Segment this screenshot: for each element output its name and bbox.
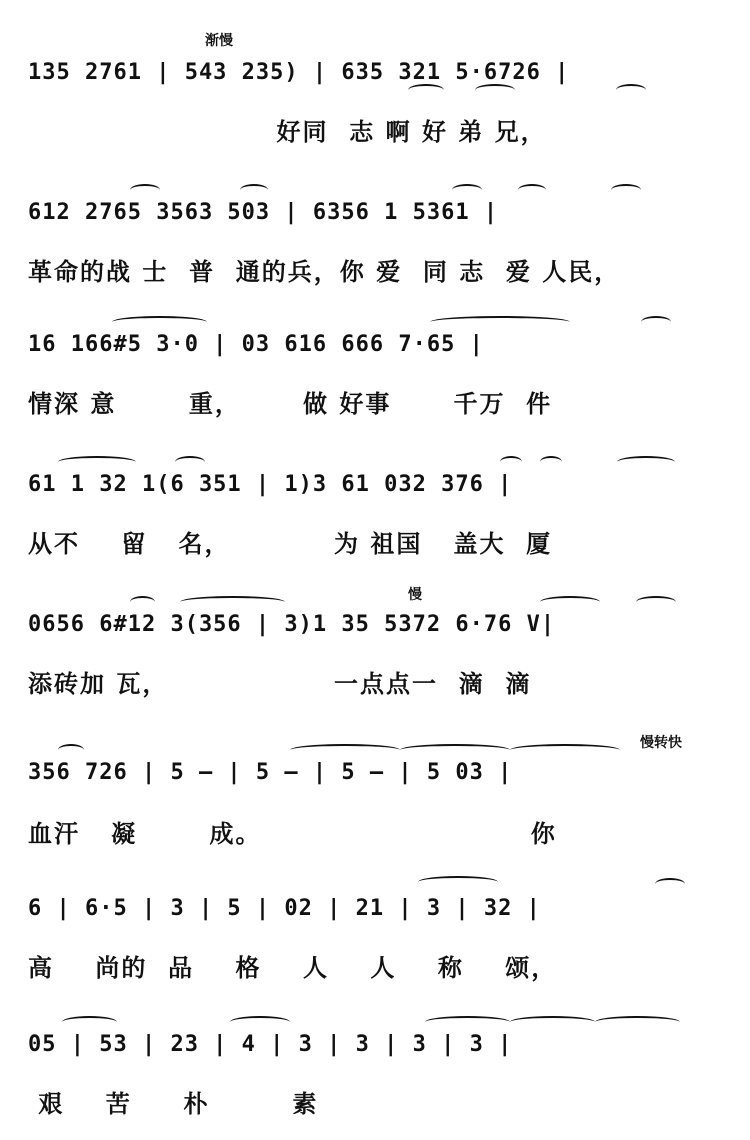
- tempo-mark: 渐慢: [205, 33, 233, 49]
- notation-line: [28, 890, 728, 930]
- slur: [180, 596, 285, 608]
- slur: [616, 84, 646, 96]
- notation-line: [28, 754, 728, 794]
- notation-line: [28, 194, 728, 234]
- slur: [452, 184, 482, 196]
- slur: [641, 316, 671, 328]
- numbered-notation: 135 2761 | 543 235) | 635 321 5·6726 |: [28, 60, 570, 85]
- slur: [290, 744, 400, 756]
- slur: [617, 456, 675, 468]
- slur: [400, 744, 510, 756]
- lyrics-line: 情深 意 重， 做 好事 千万 件: [28, 389, 553, 418]
- slur: [230, 1016, 290, 1028]
- numbered-notation: 0656 6#12 3(356 | 3)1 35 5372 6·76 V|: [28, 612, 556, 637]
- slur: [500, 456, 522, 468]
- notation-line: [28, 606, 728, 646]
- slur: [636, 596, 676, 608]
- slur: [58, 744, 84, 756]
- score-system-3: [0, 300, 750, 440]
- slur: [430, 316, 570, 328]
- slur: [655, 878, 685, 890]
- slur: [130, 596, 155, 608]
- notation-line: [28, 466, 728, 506]
- lyrics-line: 血汗 凝 成。 你: [28, 819, 557, 848]
- slur: [475, 84, 515, 96]
- score-system-8: [0, 1000, 750, 1140]
- score-system-7: [0, 864, 750, 1004]
- slur: [112, 316, 207, 328]
- numbered-notation: 6 | 6·5 | 3 | 5 | 02 | 21 | 3 | 32 |: [28, 896, 541, 921]
- lyrics-line: 高 尚的 品 格 人 人 称 颂，: [28, 953, 558, 982]
- slur: [240, 184, 268, 196]
- slur: [510, 1016, 595, 1028]
- lyrics-line: 从不 留 名， 为 祖国 盖大 厦: [28, 529, 553, 558]
- tempo-mark: 慢: [408, 587, 422, 603]
- lyrics-line: 革命的战 士 普 通的兵，你 爱 同 志 爱 人民，: [28, 257, 621, 286]
- score-system-6: [0, 722, 750, 862]
- slur: [540, 456, 562, 468]
- slur: [62, 1016, 117, 1028]
- slur: [540, 596, 600, 608]
- slur: [418, 876, 498, 888]
- score-system-1: [0, 28, 750, 168]
- slur: [408, 84, 444, 96]
- lyrics-line: 添砖加 瓦， 一点点一 滴 滴: [28, 669, 532, 698]
- slur: [130, 184, 160, 196]
- numbered-notation: 05 | 53 | 23 | 4 | 3 | 3 | 3 | 3 |: [28, 1032, 513, 1057]
- notation-line: [28, 1026, 728, 1066]
- slur: [58, 456, 136, 468]
- numbered-notation: 61 1 32 1(6 351 | 1)3 61 032 376 |: [28, 472, 513, 497]
- lyrics-line: 好同 志 啊 好 弟 兄，: [28, 117, 547, 146]
- numbered-notation: 612 2765 3563 503 | 6356 1 5361 |: [28, 200, 499, 225]
- slur: [425, 1016, 510, 1028]
- lyrics-line: 艰 苦 朴 素: [28, 1089, 319, 1118]
- slur: [595, 1016, 680, 1028]
- score-system-2: [0, 168, 750, 308]
- tempo-mark: 慢转快: [640, 735, 682, 751]
- score-system-5: [0, 580, 750, 720]
- score-system-4: [0, 440, 750, 580]
- slur: [175, 456, 205, 468]
- notation-line: [28, 326, 728, 366]
- slur: [611, 184, 641, 196]
- numbered-notation: 16 166#5 3·0 | 03 616 666 7·65 |: [28, 332, 484, 357]
- slur: [518, 184, 546, 196]
- slur: [510, 744, 620, 756]
- numbered-notation: 356 726 | 5 — | 5 — | 5 — | 5 03 |: [28, 760, 513, 785]
